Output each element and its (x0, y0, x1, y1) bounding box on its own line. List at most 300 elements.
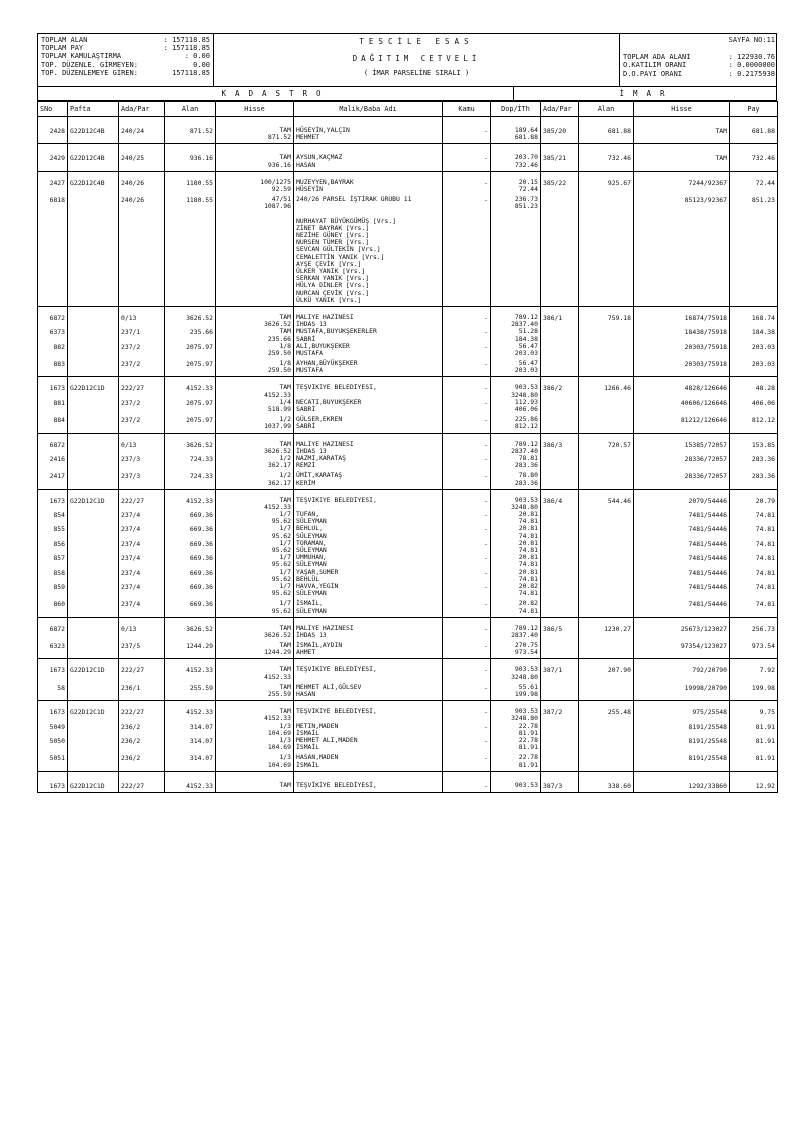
col-header: Pafta (68, 102, 119, 117)
cell-imar-alan (579, 540, 634, 554)
cell-dop-ith (491, 639, 541, 659)
cell-dop-ith-line: 189.64 (514, 126, 538, 134)
cell-malik-line: TEŞVİKİYE BELEDİYESİ, (296, 666, 377, 674)
cell-hisse-line: TAM (279, 496, 291, 504)
cell-malik-line: NEZİHE GÜNEY [Vrs.] (296, 231, 370, 240)
cell-hisse (216, 779, 294, 793)
cell-alan: 2075.97 (165, 357, 216, 377)
cell-malik-line: METİN,MADEN (296, 722, 339, 730)
cell-dop-ith-line: 56.47 (518, 359, 538, 368)
cell-malik (294, 625, 443, 639)
cell-malik-line: SÜLEYMAN (296, 531, 327, 540)
cell-alan: 669.36 (165, 540, 216, 554)
spacer-cell (216, 306, 294, 314)
cell-alan: 3626.52 (165, 314, 216, 328)
cell-pafta (68, 639, 119, 659)
cell-dop-ith-line: 3248.80 (511, 390, 538, 399)
cell-imar-ada-par (541, 455, 579, 469)
cell-hisse-line: TAM (279, 666, 291, 674)
cell-malik-line: TEŞVİKİYE BELEDİYESİ, (296, 496, 377, 504)
table-row (38, 413, 778, 433)
cell-kamu: - (443, 540, 491, 554)
cell-pay: 9.75 (730, 708, 778, 722)
cell-imar-alan (579, 583, 634, 597)
cell-malik-line: HASAN,MADEN (296, 753, 339, 762)
table-row (38, 384, 778, 398)
cell-imar-hisse: 2079/54446 (634, 497, 730, 511)
cell-dop-ith-line: 184.38 (514, 334, 538, 343)
cell-alan: 255.59 (165, 681, 216, 701)
cell-dop-ith-line: 74.81 (518, 531, 538, 540)
cell-dop-ith-line: 20.81 (518, 525, 538, 533)
spacer-cell (579, 701, 634, 709)
cell-ada-par: 237/4 (119, 569, 165, 583)
cell-malik (294, 779, 443, 793)
col-header: SNo (38, 102, 68, 117)
cell-hisse-line: 1/7 (279, 568, 291, 576)
cell-dop-ith (491, 525, 541, 539)
cell-kamu: - (443, 151, 491, 171)
spacer-cell (634, 701, 730, 709)
cell-hisse (216, 384, 294, 398)
cell-imar-hisse: TAM (634, 151, 730, 171)
spacer-cell (491, 489, 541, 497)
spacer-cell (68, 117, 119, 125)
cell-pafta (68, 597, 119, 617)
cell-sno: 858 (38, 569, 68, 583)
spacer-cell (541, 433, 579, 441)
cell-dop-ith-line: 903.53 (514, 496, 538, 504)
cell-imar-alan: 720.57 (579, 441, 634, 455)
cell-hisse-line: 1/3 (279, 736, 291, 744)
cell-malik-line: HASAN (296, 690, 316, 698)
cell-pafta (68, 399, 119, 413)
group-spacer (38, 489, 778, 497)
cell-malik-line: TORAMAN, (296, 539, 327, 547)
cell-hisse-line: TAM (279, 384, 291, 392)
spacer-cell (443, 771, 491, 779)
cell-dop-ith-line: 20.15 (518, 178, 538, 186)
cell-malik (294, 511, 443, 525)
cell-dop-ith-line: 283.36 (514, 478, 538, 487)
cell-alan: 2075.97 (165, 343, 216, 357)
spacer-cell (68, 377, 119, 385)
cell-dop-ith (491, 569, 541, 583)
cell-malik-line: NURHAYAT BÜYÜKGÜMÜŞ [Vrs.] (296, 216, 397, 225)
table-row (38, 441, 778, 455)
cell-hisse (216, 554, 294, 568)
cell-hisse-line: 235.66 (267, 334, 291, 343)
cell-dop-ith-line: 789.12 (514, 440, 538, 448)
cell-alan: 669.36 (165, 597, 216, 617)
cell-alan: 669.36 (165, 554, 216, 568)
cell-alan: 1244.29 (165, 639, 216, 659)
cell-alan: 4152.33 (165, 384, 216, 398)
spacer-cell (491, 617, 541, 625)
spacer-cell (119, 306, 165, 314)
spacer-cell (579, 771, 634, 779)
spacer-cell (165, 617, 216, 625)
spacer-cell (579, 306, 634, 314)
cell-malik (294, 597, 443, 617)
cell-malik-line: HAVVA,YEĞİN (296, 582, 339, 590)
cell-malik-line: AHMET (296, 648, 316, 657)
cell-imar-hisse: 7244/92367 (634, 179, 730, 193)
cell-ada-par: 237/1 (119, 328, 165, 342)
cell-hisse (216, 179, 294, 193)
cell-dop-ith-line: 20.82 (518, 582, 538, 590)
cell-malik-line: NURCAN ÇEVİK [Vrs.] (296, 288, 370, 297)
cell-sno: 6373 (38, 328, 68, 342)
table-row (38, 597, 778, 617)
cell-malik-line: HÜLYA DİNLER [Vrs.] (296, 281, 370, 290)
cell-pay: 12.92 (730, 779, 778, 793)
spacer-cell (216, 771, 294, 779)
cell-dop-ith-line: 812.12 (514, 422, 538, 431)
spacer-cell (165, 701, 216, 709)
cell-imar-alan: 338.60 (579, 779, 634, 793)
spacer-cell (541, 489, 579, 497)
cell-pay: 168.74 (730, 314, 778, 328)
spacer-cell (38, 617, 68, 625)
cell-ada-par: 222/27 (119, 497, 165, 511)
cell-kamu: - (443, 314, 491, 328)
cell-imar-alan (579, 737, 634, 751)
cell-hisse-line: 1/8 (279, 359, 291, 368)
spacer-cell (294, 306, 443, 314)
cell-hisse-line: TAM (279, 682, 291, 691)
cell-dop-ith-line: 22.78 (518, 736, 538, 744)
cell-pay: 48.28 (730, 384, 778, 398)
cell-pafta (68, 357, 119, 377)
spacer-cell (216, 144, 294, 152)
cell-dop-ith-line: 20.82 (518, 599, 538, 608)
cell-dop-ith-line: 72.44 (518, 184, 538, 193)
report-header (37, 33, 777, 87)
cell-malik-line: BEHLÜL, (296, 525, 323, 533)
cell-malik-line: SERKAN YANIK [Vrs.] (296, 274, 370, 283)
cell-imar-alan (579, 681, 634, 701)
cell-dop-ith (491, 666, 541, 680)
cell-malik (294, 124, 443, 144)
spacer-cell (216, 659, 294, 667)
cell-alan: 936.16 (165, 151, 216, 171)
cell-imar-alan: 255.48 (579, 708, 634, 722)
spacer-cell (541, 144, 579, 152)
cell-kamu: - (443, 597, 491, 617)
cell-dop-ith-line: 2837.40 (511, 446, 538, 455)
cell-malik-line: SABRİ (296, 405, 316, 413)
spacer-cell (443, 701, 491, 709)
spacer-cell (294, 771, 443, 779)
cell-pafta (68, 314, 119, 328)
cell-malik-line: HÜSEYİN,YALÇIN (296, 126, 350, 134)
spacer-cell (634, 433, 730, 441)
cell-kamu: - (443, 357, 491, 377)
cell-alan: 669.36 (165, 569, 216, 583)
cell-dop-ith (491, 751, 541, 771)
spacer-cell (541, 617, 579, 625)
cell-hisse-line: 1/7 (279, 511, 291, 519)
spacer-cell (294, 659, 443, 667)
cell-hisse-line: 4152.33 (264, 390, 291, 399)
cell-dop-ith-line: 112.93 (514, 398, 538, 406)
cell-hisse-line: 255.59 (267, 690, 291, 698)
cell-dop-ith-line: 789.12 (514, 624, 538, 632)
spacer-cell (165, 117, 216, 125)
cell-imar-hisse: 7481/54446 (634, 597, 730, 617)
cell-imar-hisse: 20303/75918 (634, 343, 730, 357)
spacer-cell (443, 433, 491, 441)
cell-hisse (216, 569, 294, 583)
cell-dop-ith-line: 681.88 (514, 133, 538, 142)
cell-imar-alan: 1230.27 (579, 625, 634, 639)
cell-hisse (216, 455, 294, 469)
spacer-cell (216, 171, 294, 179)
cell-malik (294, 441, 443, 455)
spacer-cell (579, 144, 634, 152)
spacer-cell (294, 489, 443, 497)
spacer-cell (491, 701, 541, 709)
cell-hisse-line: 95.62 (271, 531, 291, 540)
cell-malik-line: MALİYE HAZİNESİ (296, 313, 354, 321)
cell-ada-par: 237/3 (119, 455, 165, 469)
cell-malik-line: MUSTAFA (296, 348, 323, 357)
cell-sno: 2427 (38, 179, 68, 193)
cell-alan: 2075.97 (165, 413, 216, 433)
spacer-cell (730, 117, 778, 125)
cell-hisse (216, 597, 294, 617)
cell-malik (294, 751, 443, 771)
cell-alan: 314.07 (165, 737, 216, 751)
cell-hisse (216, 399, 294, 413)
cell-alan: 724.33 (165, 455, 216, 469)
cell-pay: 7.92 (730, 666, 778, 680)
cell-imar-ada-par: 387/3 (541, 779, 579, 793)
cell-dop-ith-line: 903.53 (514, 666, 538, 674)
spacer-cell (730, 306, 778, 314)
report-subtitle: DAĞITIM CETVELİ (352, 54, 481, 64)
cell-hisse-line: 4152.33 (264, 502, 291, 511)
cell-imar-hisse: 4828/126646 (634, 384, 730, 398)
table-row (38, 357, 778, 377)
cell-hisse (216, 540, 294, 554)
cell-imar-ada-par (541, 357, 579, 377)
cell-pafta (68, 737, 119, 751)
cell-malik-line: MEHMET (296, 133, 320, 142)
cell-imar-ada-par (541, 639, 579, 659)
cell-imar-ada-par: 386/3 (541, 441, 579, 455)
cell-malik (294, 179, 443, 193)
cell-malik-line: SÜLEYMAN (296, 560, 327, 569)
cell-imar-alan: 544.46 (579, 497, 634, 511)
cell-alan: 669.36 (165, 525, 216, 539)
cell-pafta: G22D12C1D (68, 708, 119, 722)
cell-alan: 4152.33 (165, 666, 216, 680)
cell-ada-par: 222/27 (119, 779, 165, 793)
cell-kamu: - (443, 469, 491, 489)
cell-alan: 2075.97 (165, 399, 216, 413)
cell-imar-hisse: 28336/72057 (634, 469, 730, 489)
cell-ada-par: 237/4 (119, 597, 165, 617)
cell-imar-ada-par (541, 193, 579, 306)
cell-alan: 871.52 (165, 124, 216, 144)
cell-malik (294, 569, 443, 583)
cell-kamu: - (443, 441, 491, 455)
spacer-cell (38, 377, 68, 385)
cell-malik-line: SEVCAN GÜLTEKİN [Vrs.] (296, 245, 381, 254)
cell-pay: 203.03 (730, 343, 778, 357)
cell-dop-ith-line: 22.78 (518, 753, 538, 762)
cell-malik (294, 666, 443, 680)
spacer-cell (634, 171, 730, 179)
cell-alan: 1180.55 (165, 179, 216, 193)
cell-pay: 74.81 (730, 597, 778, 617)
cell-dop-ith-line: 20.81 (518, 568, 538, 576)
cell-pay: 20.79 (730, 497, 778, 511)
cell-malik-line: MÜZEYYEN,BAYRAK (296, 178, 354, 186)
cell-hisse (216, 357, 294, 377)
spacer-cell (119, 433, 165, 441)
cell-imar-alan: 207.90 (579, 666, 634, 680)
spacer-cell (541, 117, 579, 125)
cell-imar-hisse: 19998/20790 (634, 681, 730, 701)
cell-dop-ith-line: 81.91 (518, 760, 538, 769)
cell-kamu: - (443, 666, 491, 680)
header-totals: TOPLAM ALAN : 157118.85 TOPLAM PAY : 157118.85 TOPLAM KAMULAŞTIRMA : 0.00 TOP. DÜZENLE. GİRMEYEN: 0.00 TOP. DÜZENLEMEYE GİREN: 157118.85 (38, 34, 214, 86)
table-row (38, 708, 778, 722)
cell-imar-alan (579, 469, 634, 489)
cell-dop-ith (491, 357, 541, 377)
cell-imar-alan (579, 569, 634, 583)
cell-hisse-line: TAM (279, 708, 291, 716)
cell-malik (294, 413, 443, 433)
cell-sno: 857 (38, 554, 68, 568)
cell-hisse-line: 871.52 (267, 133, 291, 142)
table-row (38, 343, 778, 357)
document-page (37, 33, 777, 793)
cell-ada-par: 237/2 (119, 357, 165, 377)
table-row (38, 751, 778, 771)
cell-hisse (216, 441, 294, 455)
spacer-cell (491, 306, 541, 314)
cell-malik-line (296, 392, 440, 399)
cell-ada-par: 222/27 (119, 384, 165, 398)
cell-hisse-line: 100/1275 (260, 178, 291, 186)
cell-sno: 6872 (38, 314, 68, 328)
cell-imar-hisse: 28336/72057 (634, 455, 730, 469)
cell-dop-ith-line: 283.36 (514, 461, 538, 470)
cell-kamu: - (443, 625, 491, 639)
spacer-cell (730, 617, 778, 625)
cell-malik-line: TUFAN, (296, 511, 320, 519)
cell-alan: 314.07 (165, 723, 216, 737)
section-header (37, 87, 777, 101)
cell-pafta (68, 193, 119, 306)
cell-ada-par: 240/26 (119, 179, 165, 193)
spacer-cell (579, 171, 634, 179)
cell-dop-ith (491, 151, 541, 171)
cell-dop-ith (491, 737, 541, 751)
cell-imar-hisse: 7481/54446 (634, 554, 730, 568)
cell-ada-par: 237/3 (119, 469, 165, 489)
cell-dop-ith-line: 406.06 (514, 405, 538, 413)
cell-dop-ith-line: 74.81 (518, 606, 538, 615)
cell-sno: 1673 (38, 384, 68, 398)
cell-pay: 74.81 (730, 554, 778, 568)
page-number: SAYFA NO:11 (728, 36, 775, 44)
cell-imar-ada-par (541, 343, 579, 357)
cell-pafta: G22D12C1D (68, 666, 119, 680)
cell-pay: 74.81 (730, 583, 778, 597)
report-title: TESCİLE ESAS (359, 37, 474, 46)
cell-dop-ith (491, 597, 541, 617)
header-ada-info: SAYFA NO:11 TOPLAM ADA ALANI : 122930.76 O.KATILIM ORANI : 0.0000000 D.O.PAYI ORANI : 0.2175938 (619, 34, 778, 86)
spacer-cell (68, 771, 119, 779)
cell-hisse-line: 104.69 (267, 760, 291, 769)
table-row (38, 124, 778, 144)
cell-kamu: - (443, 511, 491, 525)
cell-dop-ith-line: 20.81 (518, 554, 538, 562)
table-row (38, 737, 778, 751)
cell-pafta: G22D12C4B (68, 151, 119, 171)
cell-kamu: - (443, 723, 491, 737)
cell-hisse-line: 95.62 (271, 574, 291, 583)
cell-hisse-line: TAM (279, 328, 291, 336)
cell-imar-alan (579, 343, 634, 357)
table-row (38, 497, 778, 511)
cell-malik (294, 583, 443, 597)
cell-imar-ada-par (541, 540, 579, 554)
cell-sno: 854 (38, 511, 68, 525)
spacer-cell (730, 771, 778, 779)
cell-malik-line: MALİYE HAZİNESİ (296, 624, 354, 632)
cell-imar-alan (579, 751, 634, 771)
cell-imar-alan (579, 554, 634, 568)
spacer-cell (216, 701, 294, 709)
col-header: Alan (579, 102, 634, 117)
cell-sno: 6818 (38, 193, 68, 306)
cell-malik-line: İSMAİL (296, 760, 320, 769)
cell-ada-par: 0/13 (119, 441, 165, 455)
cell-malik (294, 314, 443, 328)
cell-pafta: G22D12C4B (68, 179, 119, 193)
cell-dop-ith (491, 625, 541, 639)
cell-malik (294, 343, 443, 357)
spacer-cell (491, 171, 541, 179)
spacer-cell (541, 171, 579, 179)
cell-imar-hisse: TAM (634, 124, 730, 144)
spacer-cell (165, 659, 216, 667)
table-row (38, 399, 778, 413)
cell-hisse-line: 104.69 (267, 728, 291, 737)
cell-hisse-line: TAM (279, 440, 291, 448)
cell-hisse-line: TAM (279, 780, 291, 789)
spacer-cell (579, 617, 634, 625)
cell-malik-line: İHDAS 13 (296, 320, 327, 329)
cell-pafta: G22D12C1D (68, 497, 119, 511)
cell-dop-ith (491, 314, 541, 328)
spacer-cell (119, 701, 165, 709)
spacer-cell (216, 617, 294, 625)
cell-hisse-line: 1/3 (279, 753, 291, 762)
spacer-cell (541, 377, 579, 385)
cell-imar-ada-par (541, 399, 579, 413)
cell-dop-ith-line: 78.80 (518, 471, 538, 480)
cell-dop-ith-line: 903.53 (514, 780, 538, 789)
cell-pafta (68, 328, 119, 342)
cell-imar-ada-par (541, 723, 579, 737)
